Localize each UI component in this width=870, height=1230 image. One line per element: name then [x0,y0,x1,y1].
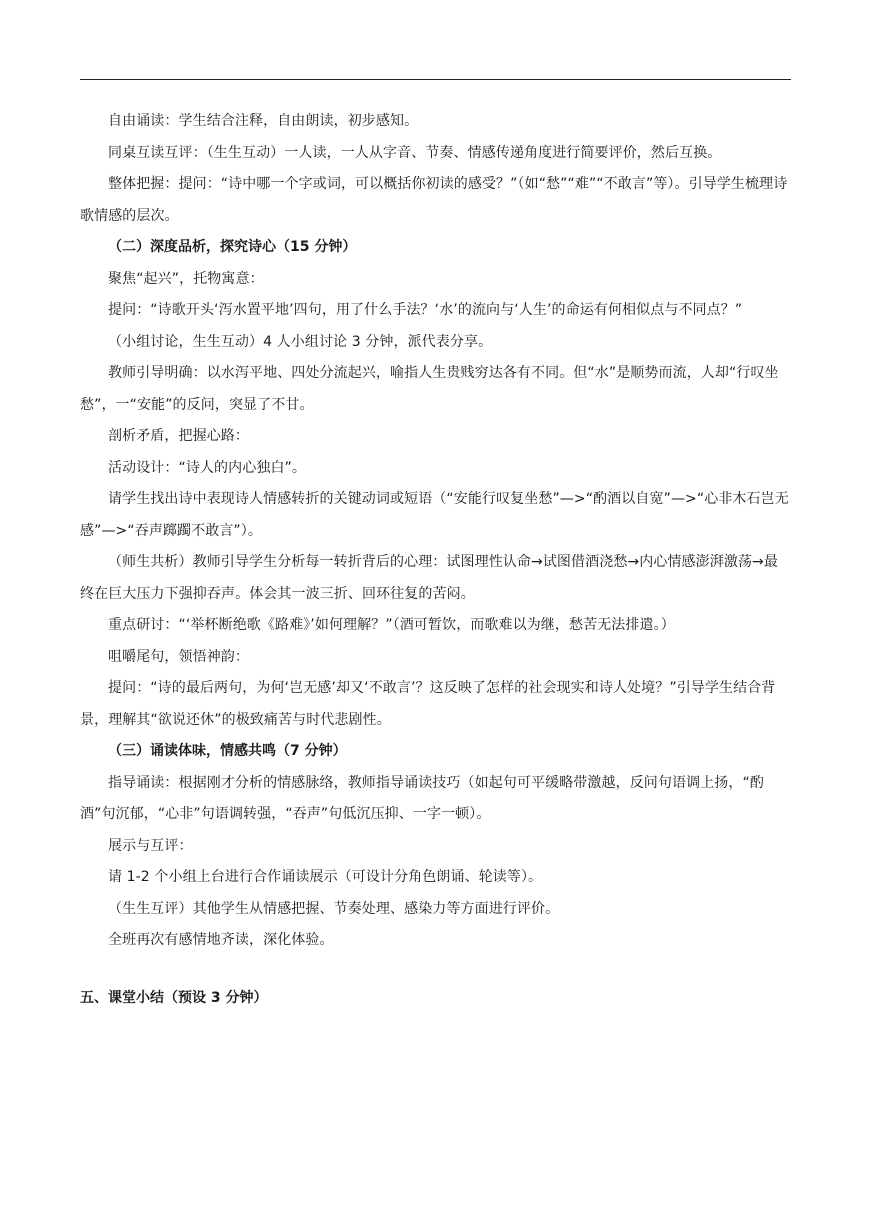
paragraph-overall-grasp: 整体把握：提问：“诗中哪一个字或词，可以概括你初读的感受？”（如“愁”“难”“不敢言”等）。引导学生梳理诗歌情感的层次。 [80,176,788,224]
paragraph-peer-review: 同桌互读互评：（生生互动）一人读，一人从字音、节奏、情感传递角度进行简要评价，然后互换。 [108,144,722,161]
paragraph-focus-xing: 聚焦“起兴”，托物寓意： [108,270,264,287]
document-body [80,106,791,1014]
paragraph-show-review: 展示与互评： [108,837,193,854]
paragraph-reading-guidance: 指导诵读：根据刚才分析的情感脉络，教师指导诵读技巧（如起句可平缓略带激越，反问句语调上扬，“酌酒”句沉郁，“心非”句语调转强，“吞声”句低沉压抑、一字一顿）。 [80,774,764,822]
paragraph-activity-design: 活动设计：“诗人的内心独白”。 [108,459,307,476]
paragraph-find-turns: 请学生找出诗中表现诗人情感转折的关键动词或短语（“安能行叹复坐愁”—>“酌酒以自宽”—>“心非木石岂无感”—>“吞声踯躅不敢言”）。 [80,491,789,539]
paragraph-analyze-contradiction: 剖析矛盾，把握心路： [108,428,249,444]
section-heading-5: 五、课堂小结（预设 3 分钟） [80,989,268,1006]
paragraph-group-discussion: （小组讨论，生生互动）4 人小组讨论 3 分钟，派代表分享。 [108,333,493,350]
paragraph-free-reading: 自由诵读：学生结合注释，自由朗读，初步感知。 [108,113,419,129]
section-heading-3: （三）诵读体味，情感共鸣（7 分钟） [108,743,347,759]
header-rule [80,79,791,80]
paragraph-teacher-guidance: 教师引导明确：以水泻平地、四处分流起兴，喻指人生贵贱穷达各有不同。但“水”是顺势而流，人却“行叹坐愁”，一“安能”的反问，突显了不甘。 [80,365,779,413]
paragraph-co-analysis: （师生共析）教师引导学生分析每一转折背后的心理：试图理性认命→试图借酒浇愁→内心情感澎湃激荡→最终在巨大压力下强抑吞声。体会其一波三折、回环往复的苦闷。 [80,554,778,602]
paragraph-final-lines: 咀嚼尾句，领悟神韵： [108,648,249,665]
paragraph-group-show: 请 1-2 个小组上台进行合作诵读展示（可设计分角色朗诵、轮读等）。 [108,869,543,885]
section-gap [80,957,791,983]
paragraph-key-study: 重点研讨：“‘举杯断绝歌《路难》’如何理解？”（酒可暂饮，而歌难以为继，愁苦无法排遣。） [108,617,675,633]
paragraph-student-review: （生生互评）其他学生从情感把握、节奏处理、感染力等方面进行评价。 [108,900,560,917]
paragraph-question-opening: 提问：“诗歌开头‘泻水置平地’四句，用了什么手法？‘水’的流向与‘人生’的命运有何相似点与不同点？” [108,302,743,318]
paragraph-class-reading: 全班再次有感情地齐读，深化体验。 [108,932,334,948]
section-heading-2: （二）深度品析，探究诗心（15 分钟） [108,239,357,255]
paragraph-question-final: 提问：“诗的最后两句，为何‘岂无感’却又‘不敢言’？这反映了怎样的社会现实和诗人处境？”引导学生结合背景，理解其“欲说还休”的极致痛苦与时代悲剧性。 [80,680,776,728]
